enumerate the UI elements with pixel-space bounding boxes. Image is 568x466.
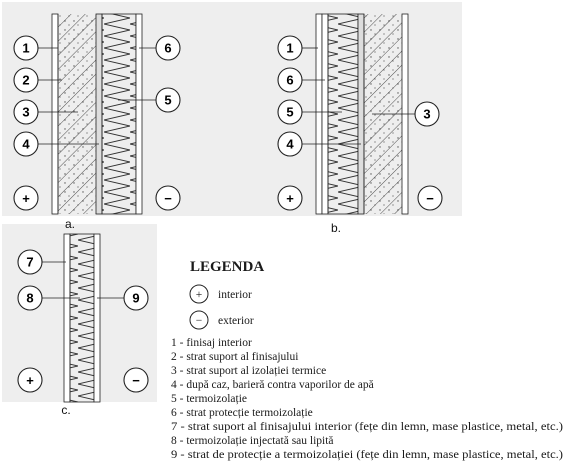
legend-item-4: 4 - după caz, barieră contra vaporilor de apă xyxy=(171,379,374,391)
b-callout-3-label: 3 xyxy=(423,106,431,122)
legend-item-6: 6 - strat protecție termoizolație xyxy=(171,407,313,419)
c-caption: c. xyxy=(61,403,71,417)
c-protection-layer xyxy=(94,234,100,402)
c-support-layer xyxy=(64,234,70,402)
a-insulation-layer xyxy=(102,14,136,214)
a-plus-label: + xyxy=(22,191,30,206)
b-minus-label: − xyxy=(426,191,434,206)
legend-title: LEGENDA xyxy=(190,259,265,275)
b-caption: b. xyxy=(330,221,342,235)
legend-item-5: 5 - termoizolație xyxy=(171,393,247,405)
b-callout-1-label: 1 xyxy=(286,40,294,56)
c-injected-insulation-layer xyxy=(70,234,94,402)
b-callout-6-label: 6 xyxy=(286,72,294,88)
legend-item-7: 7 - strat suport al finisajului interior (fețe din lemn, mase plastice, metal, etc.) xyxy=(171,421,564,433)
a-caption: a. xyxy=(64,217,76,231)
legend-item-8: 8 - termoizolație injectată sau lipită xyxy=(171,435,334,447)
c-callout-8-label: 8 xyxy=(26,290,34,306)
b-callout-4-label: 4 xyxy=(286,136,294,152)
b-vapour-barrier-layer xyxy=(358,14,364,214)
c-callout-7-label: 7 xyxy=(26,254,34,270)
c-plus-label: + xyxy=(26,373,34,388)
a-callout-5-label: 5 xyxy=(164,92,172,108)
a-protection-layer xyxy=(136,14,142,214)
legend-interior-label: interior xyxy=(218,289,252,301)
a-callout-1-label: 1 xyxy=(22,40,30,56)
b-callout-5-label: 5 xyxy=(286,104,294,120)
c-minus-label: − xyxy=(132,373,140,388)
b-protection-layer xyxy=(322,14,328,214)
a-callout-3-label: 3 xyxy=(22,104,30,120)
legend xyxy=(171,259,563,461)
a-callout-4-label: 4 xyxy=(22,136,30,152)
legend-exterior-label: exterior xyxy=(218,315,254,327)
a-minus-label: − xyxy=(164,191,172,206)
c-callout-9-label: 9 xyxy=(132,290,140,306)
legend-item-9: 9 - strat de protecție a termoizolației (fețe din lemn, mase plastice, metal, etc.) xyxy=(171,449,564,461)
legend-item-2: 2 - strat suport al finisajului xyxy=(171,351,299,363)
legend-item-3: 3 - strat suport al izolației termice xyxy=(171,365,327,377)
a-callout-6-label: 6 xyxy=(164,40,172,56)
legend-plus-glyph: + xyxy=(195,289,203,301)
b-interior-finish-layer xyxy=(316,14,322,214)
legend-minus-glyph: − xyxy=(195,315,203,327)
a-callout-2-label: 2 xyxy=(22,72,30,88)
legend-item-1: 1 - finisaj interior xyxy=(171,337,252,349)
a-vapour-barrier-layer xyxy=(96,14,102,214)
b-plus-label: + xyxy=(286,191,294,206)
a-interior-finish-layer xyxy=(52,14,58,214)
b-insulation-layer xyxy=(328,14,358,214)
